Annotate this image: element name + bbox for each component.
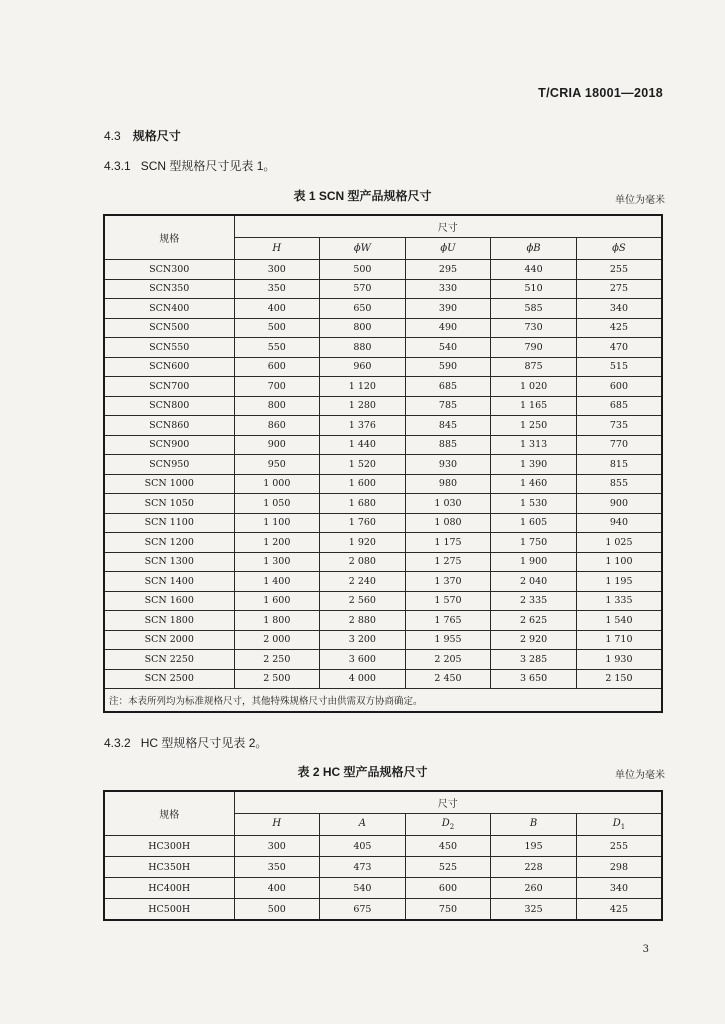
table-cell-spec: SCN550 <box>104 338 234 358</box>
table-cell-value: 1 600 <box>234 591 320 611</box>
table2-col-header: $D_1$ <box>576 814 662 836</box>
table-cell-value: 1 300 <box>234 552 320 572</box>
table-cell-value: 1 370 <box>405 572 491 592</box>
table-cell-value: 1 460 <box>491 474 577 494</box>
table-cell-value: 1 275 <box>405 552 491 572</box>
table-cell-spec: SCN950 <box>104 455 234 475</box>
table-cell-value: 300 <box>234 260 320 280</box>
table1-col-header: ϕB <box>491 238 577 260</box>
table-row <box>104 650 662 670</box>
table-cell-value: 1 540 <box>576 611 662 631</box>
table-cell-value: 1 680 <box>320 494 406 514</box>
table-cell-value: 900 <box>576 494 662 514</box>
table-cell-value: 650 <box>320 299 406 319</box>
table-cell-value: 875 <box>491 357 577 377</box>
table-cell-value: 980 <box>405 474 491 494</box>
table-row <box>104 396 662 416</box>
table-cell-value: 340 <box>576 878 662 899</box>
table-cell-value: 2 920 <box>491 630 577 650</box>
clause-heading <box>104 127 181 144</box>
table-cell-spec: SCN 1400 <box>104 572 234 592</box>
table-cell-value: 2 080 <box>320 552 406 572</box>
table-cell-spec: SCN300 <box>104 260 234 280</box>
table-cell-value: 2 040 <box>491 572 577 592</box>
table-cell-value: 3 600 <box>320 650 406 670</box>
table-cell-value: 400 <box>234 299 320 319</box>
table-cell-spec: SCN350 <box>104 279 234 299</box>
table-cell-spec: SCN800 <box>104 396 234 416</box>
table-row <box>104 260 662 280</box>
table-cell-value: 750 <box>405 899 491 921</box>
table-cell-value: 525 <box>405 857 491 878</box>
table-cell-value: 570 <box>320 279 406 299</box>
subclause-4-3-2 <box>104 734 267 751</box>
table-cell-value: 350 <box>234 279 320 299</box>
table-cell-spec: SCN 2250 <box>104 650 234 670</box>
table-cell-value: 1 600 <box>320 474 406 494</box>
table-cell-value: 1 390 <box>491 455 577 475</box>
table-cell-value: 885 <box>405 435 491 455</box>
table-cell-value: 2 450 <box>405 669 491 689</box>
table-row <box>104 318 662 338</box>
table-cell-spec: SCN400 <box>104 299 234 319</box>
table-cell-value: 685 <box>405 377 491 397</box>
table-cell-value: 790 <box>491 338 577 358</box>
table-cell-spec: HC500H <box>104 899 234 921</box>
subclause-number: 4.3.1 <box>104 159 131 173</box>
table-cell-value: 1 760 <box>320 513 406 533</box>
table2-caption: 表 2 HC 型产品规格尺寸 <box>297 765 428 779</box>
table-cell-value: 1 280 <box>320 396 406 416</box>
standard-number: T/CRIA 18001—2018 <box>538 86 663 100</box>
table-cell-value: 1 175 <box>405 533 491 553</box>
table-cell-value: 275 <box>576 279 662 299</box>
table-cell-value: 490 <box>405 318 491 338</box>
table-row <box>104 416 662 436</box>
table-cell-value: 2 205 <box>405 650 491 670</box>
table-cell-value: 900 <box>234 435 320 455</box>
table-row <box>104 533 662 553</box>
table2-body <box>104 836 662 921</box>
table1-unit: 单位为毫米 <box>615 195 665 206</box>
table-cell-value: 298 <box>576 857 662 878</box>
table2-unit: 单位为毫米 <box>615 770 665 781</box>
subclause-4-3-1 <box>104 157 275 174</box>
table-cell-value: 1 900 <box>491 552 577 572</box>
table-cell-value: 500 <box>234 899 320 921</box>
table-cell-value: 510 <box>491 279 577 299</box>
table-cell-value: 1 750 <box>491 533 577 553</box>
table-cell-value: 3 650 <box>491 669 577 689</box>
table-cell-value: 500 <box>320 260 406 280</box>
table-cell-value: 2 150 <box>576 669 662 689</box>
table-cell-value: 585 <box>491 299 577 319</box>
table1 <box>103 214 663 713</box>
table1-note: 注：本表所列均为标准规格尺寸，其他特殊规格尺寸由供需双方协商确定。 <box>104 689 662 713</box>
table-row <box>104 299 662 319</box>
page-number: 3 <box>642 944 649 955</box>
table-cell-value: 2 000 <box>234 630 320 650</box>
table-row <box>104 455 662 475</box>
table-cell-value: 1 195 <box>576 572 662 592</box>
table-row <box>104 338 662 358</box>
table-cell-spec: SCN700 <box>104 377 234 397</box>
table-cell-value: 1 000 <box>234 474 320 494</box>
subclause-text: HC 型规格尺寸见表 2。 <box>140 736 268 750</box>
table-cell-value: 1 335 <box>576 591 662 611</box>
table-cell-value: 2 335 <box>491 591 577 611</box>
table-cell-value: 425 <box>576 899 662 921</box>
table-cell-spec: SCN 2500 <box>104 669 234 689</box>
table-cell-value: 2 880 <box>320 611 406 631</box>
table-row <box>104 435 662 455</box>
subclause-text: SCN 型规格尺寸见表 1。 <box>140 159 276 173</box>
table-cell-value: 960 <box>320 357 406 377</box>
table-cell-spec: SCN 1100 <box>104 513 234 533</box>
table1-col-header: ϕW <box>320 238 406 260</box>
table-cell-value: 675 <box>320 899 406 921</box>
table-cell-spec: SCN 1000 <box>104 474 234 494</box>
table-cell-value: 1 050 <box>234 494 320 514</box>
table-cell-value: 815 <box>576 455 662 475</box>
table-cell-spec: SCN 1050 <box>104 494 234 514</box>
table-cell-value: 730 <box>491 318 577 338</box>
table-cell-value: 1 710 <box>576 630 662 650</box>
table-cell-value: 405 <box>320 836 406 857</box>
table-cell-spec: SCN 1600 <box>104 591 234 611</box>
table-cell-value: 2 500 <box>234 669 320 689</box>
table-cell-spec: HC300H <box>104 836 234 857</box>
table2-col-header: A <box>320 814 406 836</box>
table-row <box>104 513 662 533</box>
table-cell-spec: SCN860 <box>104 416 234 436</box>
table-cell-value: 350 <box>234 857 320 878</box>
table-cell-spec: HC400H <box>104 878 234 899</box>
table-row <box>104 591 662 611</box>
clause-title: 规格尺寸 <box>132 129 181 143</box>
table-cell-spec: SCN 2000 <box>104 630 234 650</box>
table-row <box>104 279 662 299</box>
table-cell-value: 1 250 <box>491 416 577 436</box>
table1-col-header: ϕU <box>405 238 491 260</box>
table-cell-value: 260 <box>491 878 577 899</box>
table2-col-header: $D_2$ <box>405 814 491 836</box>
table-cell-value: 1 165 <box>491 396 577 416</box>
table-cell-value: 1 605 <box>491 513 577 533</box>
table-cell-value: 450 <box>405 836 491 857</box>
table-cell-value: 600 <box>405 878 491 899</box>
table-cell-value: 3 200 <box>320 630 406 650</box>
table-cell-spec: SCN 1300 <box>104 552 234 572</box>
table-cell-value: 473 <box>320 857 406 878</box>
table-cell-spec: SCN600 <box>104 357 234 377</box>
table-cell-spec: SCN 1800 <box>104 611 234 631</box>
table-cell-value: 1 313 <box>491 435 577 455</box>
table-row <box>104 611 662 631</box>
table-cell-value: 540 <box>405 338 491 358</box>
table-cell-value: 3 285 <box>491 650 577 670</box>
table-row <box>104 494 662 514</box>
table-cell-value: 1 100 <box>576 552 662 572</box>
table-cell-value: 880 <box>320 338 406 358</box>
table2-col-header: B <box>491 814 577 836</box>
table2-header-spec: 规格 <box>104 791 234 836</box>
table-cell-value: 1 520 <box>320 455 406 475</box>
table-cell-value: 340 <box>576 299 662 319</box>
table-cell-value: 1 100 <box>234 513 320 533</box>
table-cell-value: 1 955 <box>405 630 491 650</box>
table-cell-value: 1 800 <box>234 611 320 631</box>
table-row <box>104 878 662 899</box>
table-cell-value: 1 530 <box>491 494 577 514</box>
table-cell-value: 1 080 <box>405 513 491 533</box>
table-cell-value: 800 <box>320 318 406 338</box>
table-cell-value: 845 <box>405 416 491 436</box>
table-row <box>104 857 662 878</box>
table-row <box>104 836 662 857</box>
table-cell-spec: HC350H <box>104 857 234 878</box>
table-cell-value: 1 400 <box>234 572 320 592</box>
table-cell-value: 550 <box>234 338 320 358</box>
clause-number: 4.3 <box>104 129 121 143</box>
table-cell-spec: SCN900 <box>104 435 234 455</box>
table-cell-spec: SCN 1200 <box>104 533 234 553</box>
table2-header-dimensions: 尺寸 <box>234 791 662 814</box>
table-cell-value: 255 <box>576 260 662 280</box>
table-cell-value: 195 <box>491 836 577 857</box>
table-cell-value: 600 <box>234 357 320 377</box>
table-cell-value: 2 560 <box>320 591 406 611</box>
table-cell-value: 440 <box>491 260 577 280</box>
table-cell-value: 770 <box>576 435 662 455</box>
table2 <box>103 790 663 921</box>
subclause-number: 4.3.2 <box>104 736 131 750</box>
table-cell-value: 295 <box>405 260 491 280</box>
table-cell-value: 2 250 <box>234 650 320 670</box>
table-row <box>104 474 662 494</box>
table-row <box>104 552 662 572</box>
table-cell-value: 4 000 <box>320 669 406 689</box>
table-cell-value: 1 200 <box>234 533 320 553</box>
table-cell-value: 540 <box>320 878 406 899</box>
table-cell-value: 515 <box>576 357 662 377</box>
table-row <box>104 630 662 650</box>
table-cell-value: 1 030 <box>405 494 491 514</box>
table-cell-value: 685 <box>576 396 662 416</box>
table-cell-value: 930 <box>405 455 491 475</box>
table-cell-value: 325 <box>491 899 577 921</box>
table-cell-value: 1 930 <box>576 650 662 670</box>
table-cell-value: 1 570 <box>405 591 491 611</box>
table-cell-value: 800 <box>234 396 320 416</box>
table-row <box>104 377 662 397</box>
table-row <box>104 572 662 592</box>
table1-header-spec: 规格 <box>104 215 234 260</box>
table-row <box>104 899 662 921</box>
table-cell-value: 2 240 <box>320 572 406 592</box>
table2-col-header: H <box>234 814 320 836</box>
table-cell-value: 1 765 <box>405 611 491 631</box>
table1-caption: 表 1 SCN 型产品规格尺寸 <box>293 189 432 203</box>
table-cell-value: 1 440 <box>320 435 406 455</box>
table-cell-value: 300 <box>234 836 320 857</box>
table-cell-value: 860 <box>234 416 320 436</box>
table-cell-value: 940 <box>576 513 662 533</box>
table-row <box>104 669 662 689</box>
table-cell-value: 855 <box>576 474 662 494</box>
table-cell-value: 400 <box>234 878 320 899</box>
table-cell-value: 470 <box>576 338 662 358</box>
table-cell-value: 735 <box>576 416 662 436</box>
table-cell-value: 1 376 <box>320 416 406 436</box>
table-cell-value: 255 <box>576 836 662 857</box>
table-cell-value: 228 <box>491 857 577 878</box>
table-cell-value: 1 920 <box>320 533 406 553</box>
table-cell-value: 600 <box>576 377 662 397</box>
table-cell-value: 950 <box>234 455 320 475</box>
table-cell-value: 700 <box>234 377 320 397</box>
table-cell-value: 1 120 <box>320 377 406 397</box>
table-cell-value: 330 <box>405 279 491 299</box>
table1-col-header: ϕS <box>576 238 662 260</box>
table1-header-dimensions: 尺寸 <box>234 215 662 238</box>
table-cell-value: 2 625 <box>491 611 577 631</box>
table1-col-header: H <box>234 238 320 260</box>
table-cell-value: 590 <box>405 357 491 377</box>
table-cell-value: 425 <box>576 318 662 338</box>
table-cell-value: 785 <box>405 396 491 416</box>
table-cell-value: 390 <box>405 299 491 319</box>
table1-body <box>104 260 662 689</box>
table-row <box>104 357 662 377</box>
table-cell-spec: SCN500 <box>104 318 234 338</box>
table-cell-value: 1 020 <box>491 377 577 397</box>
table-cell-value: 500 <box>234 318 320 338</box>
table-cell-value: 1 025 <box>576 533 662 553</box>
